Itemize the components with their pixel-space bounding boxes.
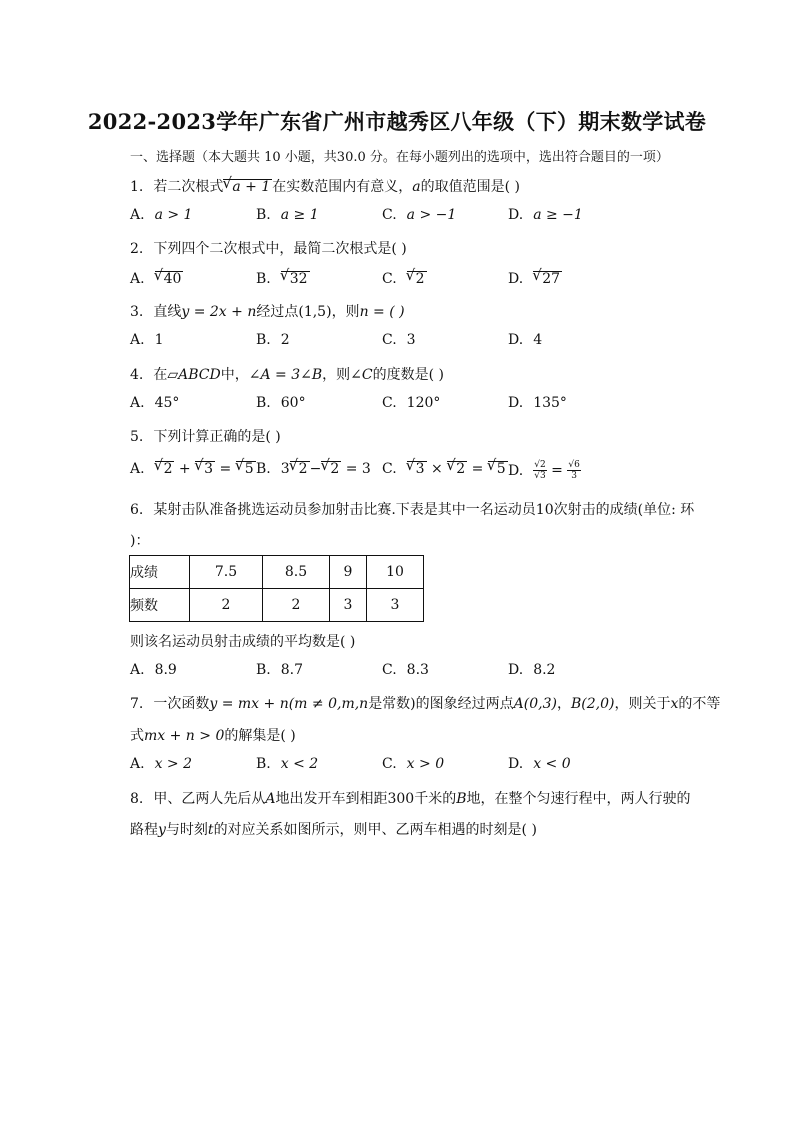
option-d[interactable]: D.√ 27 (508, 270, 562, 287)
table-row (130, 589, 424, 622)
table-cell: 2 (190, 589, 263, 622)
option-a[interactable]: A. 45° (130, 395, 180, 411)
option-a[interactable]: A. x > 2 (130, 756, 192, 772)
option-c[interactable]: C. 3 (382, 332, 416, 348)
option-d[interactable]: D. 4 (508, 332, 543, 348)
option-a[interactable]: A.√ 2 + √ 3 = √ 5 (130, 460, 256, 477)
question-3-options (130, 332, 690, 352)
table-cell: 7.5 (190, 556, 263, 589)
question-1-options (130, 207, 690, 227)
table-cell: 10 (367, 556, 424, 589)
option-b[interactable]: B.√ 32 (256, 270, 310, 287)
option-d[interactable]: D. 8.2 (508, 662, 556, 678)
question-4: 4. 在▱ABCD中，∠A = 3∠B，则∠C的度数是( ) (130, 367, 444, 383)
question-2: 2. 下列四个二次根式中，最简二次根式是( ) (130, 241, 407, 257)
radical: √ a + 1 (223, 179, 272, 195)
option-b[interactable]: B. 8.7 (256, 662, 304, 678)
page-title: 2022-2023学年广东省广州市越秀区八年级（下）期末数学试卷 (87, 109, 707, 134)
question-8: 8. 甲、乙两人先后从A地出发开车到相距300千米的B地，在整个匀速行程中，两人行驶的 (130, 791, 691, 807)
option-c[interactable]: C.√ 3 × √ 2 = √ 5 (382, 460, 508, 477)
table-row (130, 556, 424, 589)
question-7-line-2: 式mx + n > 0的解集是( ) (130, 728, 296, 744)
score-table (129, 555, 424, 622)
question-5-options (130, 460, 690, 480)
fraction: $\frac{√2}{√3}$ (534, 460, 546, 481)
table-cell: 8.5 (263, 556, 330, 589)
fraction: $\frac{√6}{3}$ (568, 460, 580, 481)
question-8-line-2: 路程y与时刻t的对应关系如图所示，则甲、乙两车相遇的时刻是( ) (130, 822, 537, 838)
option-b[interactable]: B. x < 2 (256, 756, 319, 772)
option-d[interactable]: D. $\frac{√2}{√3}$ = $\frac{√6}{3}$ (508, 460, 580, 481)
option-c[interactable]: C. a > −1 (382, 207, 457, 223)
table-cell: 9 (330, 556, 367, 589)
option-d[interactable]: D. 135° (508, 395, 567, 411)
question-6-line-2: )： (130, 533, 150, 549)
option-c[interactable]: C. 8.3 (382, 662, 429, 678)
table-cell: 3 (330, 589, 367, 622)
question-7: 7. 一次函数y = mx + n(m ≠ 0,m,n是常数)的图象经过两点A(0,3)，B(2,0)，则关于x的不等 (130, 696, 721, 712)
option-a[interactable]: A. 8.9 (130, 662, 177, 678)
option-c[interactable]: C. 120° (382, 395, 441, 411)
table-header-cell: 频数 (130, 589, 190, 622)
question-6-prompt: 则该名运动员射击成绩的平均数是( ) (130, 634, 356, 650)
question-4-options (130, 395, 690, 415)
table-cell: 3 (367, 589, 424, 622)
question-6: 6. 某射击队准备挑选运动员参加射击比赛.下表是其中一名运动员10次射击的成绩(单位: 环 (130, 502, 695, 518)
option-c[interactable]: C. x > 0 (382, 756, 445, 772)
option-a[interactable]: A. a > 1 (130, 207, 193, 223)
section-heading: 一、选择题（本大题共 10 小题，共30.0 分。在每小题列出的选项中，选出符合题目的一项） (130, 150, 669, 165)
option-a[interactable]: A. 1 (130, 332, 164, 348)
option-b[interactable]: B. 60° (256, 395, 306, 411)
table-header-cell: 成绩 (130, 556, 190, 589)
question-7-options (130, 756, 690, 776)
question-1: 1. 若二次根式√ a + 1 在实数范围内有意义，a的取值范围是( ) (130, 176, 520, 196)
question-5: 5. 下列计算正确的是( ) (130, 429, 281, 445)
option-b[interactable]: B. a ≥ 1 (256, 207, 319, 223)
question-3: 3. 直线y = 2x + n经过点(1,5)，则n = ( ) (130, 304, 405, 320)
option-d[interactable]: D. a ≥ −1 (508, 207, 583, 223)
question-2-options (130, 270, 690, 290)
table-cell: 2 (263, 589, 330, 622)
question-6-options (130, 662, 690, 682)
option-b[interactable]: B. 2 (256, 332, 290, 348)
option-d[interactable]: D. x < 0 (508, 756, 571, 772)
option-b[interactable]: B. 3√ 2 −√ 2 = 3 (256, 460, 371, 477)
option-a[interactable]: A.√ 40 (130, 270, 183, 287)
option-c[interactable]: C.√ 2 (382, 270, 427, 287)
